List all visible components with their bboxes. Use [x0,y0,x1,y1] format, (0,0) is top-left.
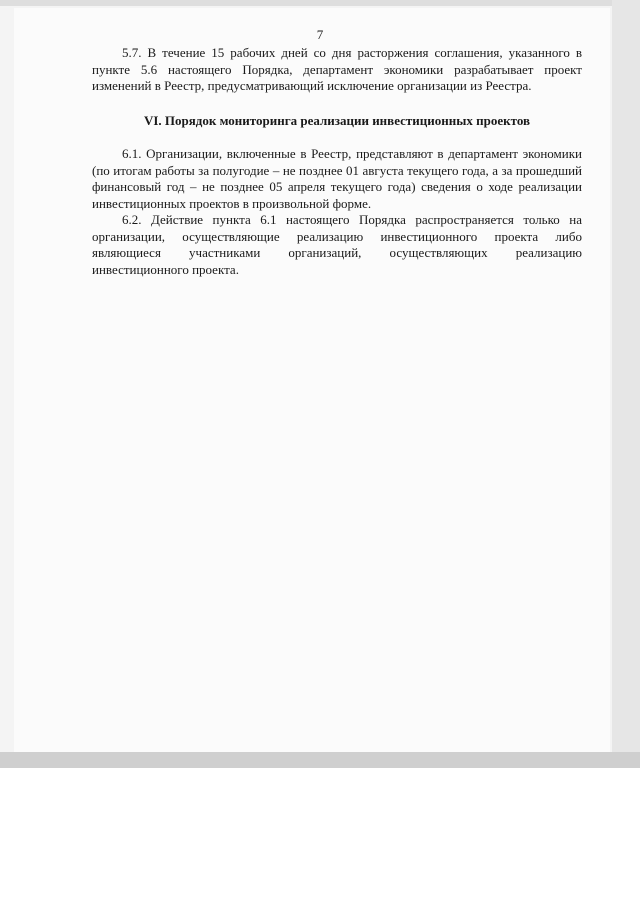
blank-area-below-scan [0,768,640,905]
paragraph-6-1: 6.1. Организации, включенные в Реестр, представляют в департамент экономики (по итогам работы за полугодие – не позднее 01 августа текущего года, а за прошедший финансовый год – не позднее 05 апреля текущего года) сведения о ходе реализации инвестиционных проектов в произвольной форме. [92,146,582,211]
scan-bottom-edge [0,752,640,768]
paragraph-6-2: 6.2. Действие пункта 6.1 настоящего Порядка распространяется только на организации, осуществляющие реализацию инвестиционного проекта либо являющиеся участниками организаций, осуществляющих реализацию инвестиционного проекта. [92,212,582,277]
page-number: 7 [316,27,324,42]
scan-top-edge [0,0,640,6]
section-heading-vi: VI. Порядок мониторинга реализации инвестиционных проектов [143,112,531,128]
scan-right-edge [612,0,640,768]
paragraph-5-7: 5.7. В течение 15 рабочих дней со дня расторжения соглашения, указанного в пункте 5.6 настоящего Порядка, департамент экономики разрабатывает проект изменений в Реестр, предусматривающий исключение организации из Реестра. [92,45,582,93]
document-body [92,45,582,278]
